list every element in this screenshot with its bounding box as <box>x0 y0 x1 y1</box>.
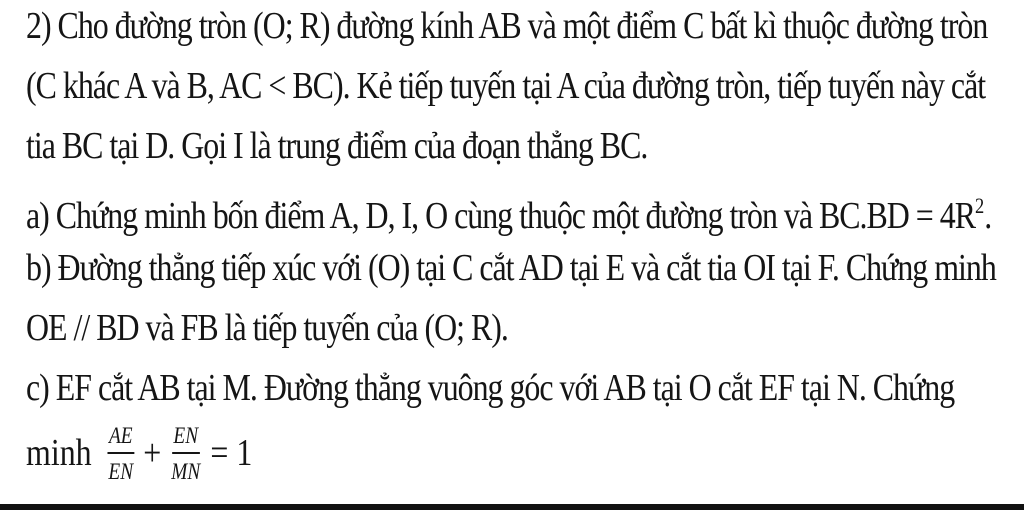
fraction-2-denominator: MN <box>171 458 201 484</box>
fraction-1-numerator: AE <box>107 422 134 454</box>
fraction-2-numerator: EN <box>172 422 200 454</box>
plus-sign: + <box>143 432 162 474</box>
bottom-border <box>0 504 1024 510</box>
problem-line-1: 2) Cho đường tròn (O; R) đường kính AB và một điểm C bất kì thuộc đường tròn <box>26 5 988 47</box>
fraction-1-denominator: EN <box>108 458 134 484</box>
part-a-period: . <box>984 195 992 237</box>
problem-line-2: (C khác A và B, AC < BC). Kẻ tiếp tuyến tại A của đường tròn, tiếp tuyến này cắt <box>26 65 986 107</box>
problem-line-3: tia BC tại D. Gọi I là trung điểm của đoạn thẳng BC. <box>26 125 648 167</box>
part-a-exponent: 2 <box>975 193 985 218</box>
fraction-en-mn <box>170 422 202 485</box>
part-b-line-1: b) Đường thẳng tiếp xúc với (O) tại C cắt AD tại E và cắt tia OI tại F. Chứng minh <box>26 247 996 289</box>
equals-one: = 1 <box>210 432 253 474</box>
part-a-line <box>26 184 991 238</box>
part-b-line-2: OE // BD và FB là tiếp tuyến của (O; R). <box>26 307 508 349</box>
part-c-line-1: c) EF cắt AB tại M. Đường thẳng vuông góc với AB tại O cắt EF tại N. Chứng <box>26 367 955 409</box>
part-a-text: a) Chứng minh bốn điểm A, D, I, O cùng thuộc một đường tròn và BC.BD = 4R <box>26 195 976 237</box>
fraction-ae-en <box>107 422 135 485</box>
part-c-word: minh <box>26 432 92 474</box>
part-c-formula-line <box>26 408 257 498</box>
